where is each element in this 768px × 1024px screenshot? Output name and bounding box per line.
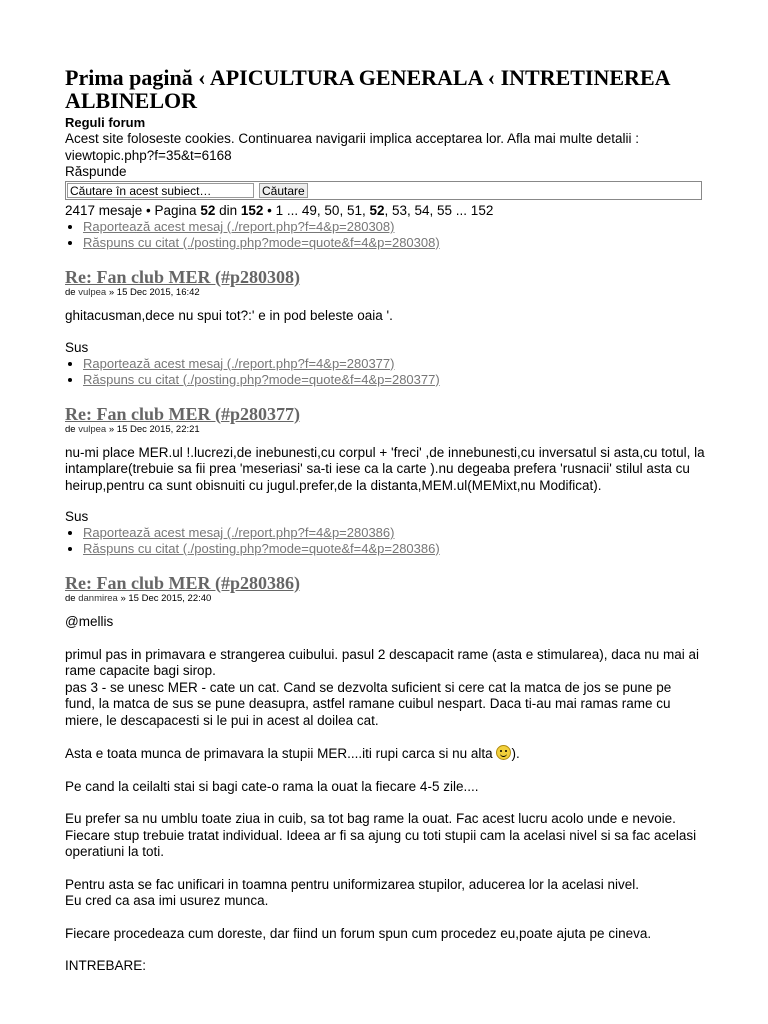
post-paragraph: nu-mi place MER.ul !.lucrezi,de inebunesti,cu corpul + 'freci' ,de innebunesti,cu inversatul si asta,cu totul, la intamplare(trebuie sa fii prea 'meseriasi' sa-ti iese ca la carte ).nu degeaba prefera 'rusnacii' stilul asta cu heirup,pentru ca sunt obisnuiti cu jugul.prefer,de la distanta,MEM.ul(MEMixt,nu Modificat).	[65, 444, 705, 493]
post-date: » 15 Dec 2015, 16:42	[106, 287, 200, 298]
quote-link[interactable]: Răspuns cu citat (./posting.php?mode=quote&f=4&p=280308)	[83, 235, 440, 250]
post	[65, 405, 705, 558]
pagination-current: 52	[200, 203, 216, 218]
list-item	[83, 356, 705, 372]
post-paragraph: Fiecare procedeaza cum doreste, dar fiind un forum spun cum procedez eu,poate ajuta pe cineva.	[65, 925, 652, 941]
quote-link[interactable]: Răspuns cu citat (./posting.php?mode=quote&f=4&p=280386)	[83, 541, 440, 556]
post-actions	[65, 219, 705, 251]
post-meta	[65, 287, 705, 298]
post-actions	[65, 525, 705, 557]
cookie-notice: Acest site foloseste cookies. Continuarea navigarii implica acceptarea lor. Afla mai multe detalii : viewtopic.php?f=35&t=6168	[65, 131, 640, 163]
post-paragraph: primul pas in primavara e strangerea cuibului. pasul 2 descapacit rame (asta e stimularea), daca nu mai ai rame capacite bagi sirop. pas 3 - se unesc MER - cate un cat. Cand se dezvolta suficient si cere cat la matca de jos se pune pe fund, la matca de sus se pune deasupra, astfel ramane cuibul nespart. Daca ti-au mai ramas rame cu miere, le descapacesti si le pui in acest al doilea cat.	[65, 646, 700, 728]
pagination	[65, 202, 705, 219]
post-title[interactable]: Re: Fan club MER (#p280308)	[65, 267, 300, 287]
back-to-top-link[interactable]: Sus	[65, 509, 89, 524]
forum-rules-link[interactable]: Reguli forum	[65, 115, 146, 130]
forum-page	[65, 66, 705, 991]
post-paragraph: Eu prefer sa nu umblu toate ziua in cuib, sa tot bag rame la ouat. Fac acest lucru acolo unde e nevoie. Fiecare stup trebuie tratat individual. Ideea ar fi sa ajung cu toti stupii cam la acelasi nivel si sa fac acelasi operatiuni la toti.	[65, 811, 697, 859]
search-button[interactable]: Căutare	[259, 183, 308, 198]
pagination-total: 152	[240, 203, 264, 218]
post-paragraph: INTREBARE:	[65, 958, 147, 973]
post-author[interactable]: danmirea	[78, 593, 118, 604]
meta-by: de	[65, 593, 79, 604]
post-paragraph: ghitacusman,dece nu spui tot?:' e in pod beleste oaia '.	[65, 308, 393, 323]
post-paragraph	[65, 745, 705, 763]
post-content	[65, 445, 705, 495]
report-link[interactable]: Raportează acest mesaj (./report.php?f=4&p=280308)	[83, 219, 395, 234]
search-box	[65, 181, 702, 200]
list-item	[83, 541, 705, 557]
post-content	[65, 614, 705, 975]
post	[65, 574, 705, 975]
smiley-icon	[496, 745, 511, 760]
post-paragraph: @mellis	[65, 614, 114, 629]
post-date: » 15 Dec 2015, 22:40	[117, 593, 212, 604]
pagination-prefix: 2417 mesaje • Pagina	[65, 203, 201, 218]
post-title[interactable]: Re: Fan club MER (#p280377)	[65, 403, 300, 424]
post-actions	[65, 356, 705, 388]
smiley-line-end: ).	[511, 746, 520, 761]
quote-link[interactable]: Răspuns cu citat (./posting.php?mode=quote&f=4&p=280377)	[83, 371, 440, 387]
pagination-pages-after[interactable]: , 53, 54, 55 ... 152	[384, 203, 494, 218]
back-to-top-link[interactable]: Sus	[65, 339, 89, 355]
reply-button[interactable]: Răspunde	[65, 164, 127, 179]
post-content	[65, 308, 705, 325]
list-item	[83, 235, 705, 251]
list-item	[83, 219, 705, 235]
page-title: Prima pagină ‹ APICULTURA GENERALA ‹ INTRETINEREA ALBINELOR	[65, 65, 670, 113]
post-date: » 15 Dec 2015, 22:21	[106, 423, 200, 435]
report-link[interactable]: Raportează acest mesaj (./report.php?f=4&p=280386)	[83, 525, 395, 540]
smiley-line-text: Asta e toata munca de primavara la stupii MER....iti rupi carca si nu alta	[65, 746, 497, 761]
list-item	[83, 372, 705, 388]
pagination-current-page: 52	[369, 203, 385, 218]
post-paragraph: Pentru asta se fac unificari in toamna pentru uniformizarea stupilor, aducerea lor la acelasi nivel. Eu cred ca asa imi usurez munca.	[65, 876, 640, 908]
post-author[interactable]: vulpea	[78, 287, 107, 298]
meta-by: de	[65, 287, 79, 298]
post	[65, 268, 705, 388]
post-title[interactable]: Re: Fan club MER (#p280386)	[65, 573, 300, 593]
post-paragraph: Pe cand la ceilalti stai si bagi cate-o rama la ouat la fiecare 4-5 zile....	[65, 778, 479, 794]
search-input[interactable]	[67, 183, 254, 198]
post-meta	[65, 593, 705, 604]
pagination-middle: din	[215, 203, 241, 218]
post-author[interactable]: vulpea	[78, 423, 107, 435]
meta-by: de	[65, 423, 79, 435]
post-meta	[65, 424, 705, 435]
list-item	[83, 525, 705, 541]
pagination-pages[interactable]: • 1 ... 49, 50, 51,	[263, 203, 370, 218]
report-link[interactable]: Raportează acest mesaj (./report.php?f=4&p=280377)	[83, 355, 395, 371]
